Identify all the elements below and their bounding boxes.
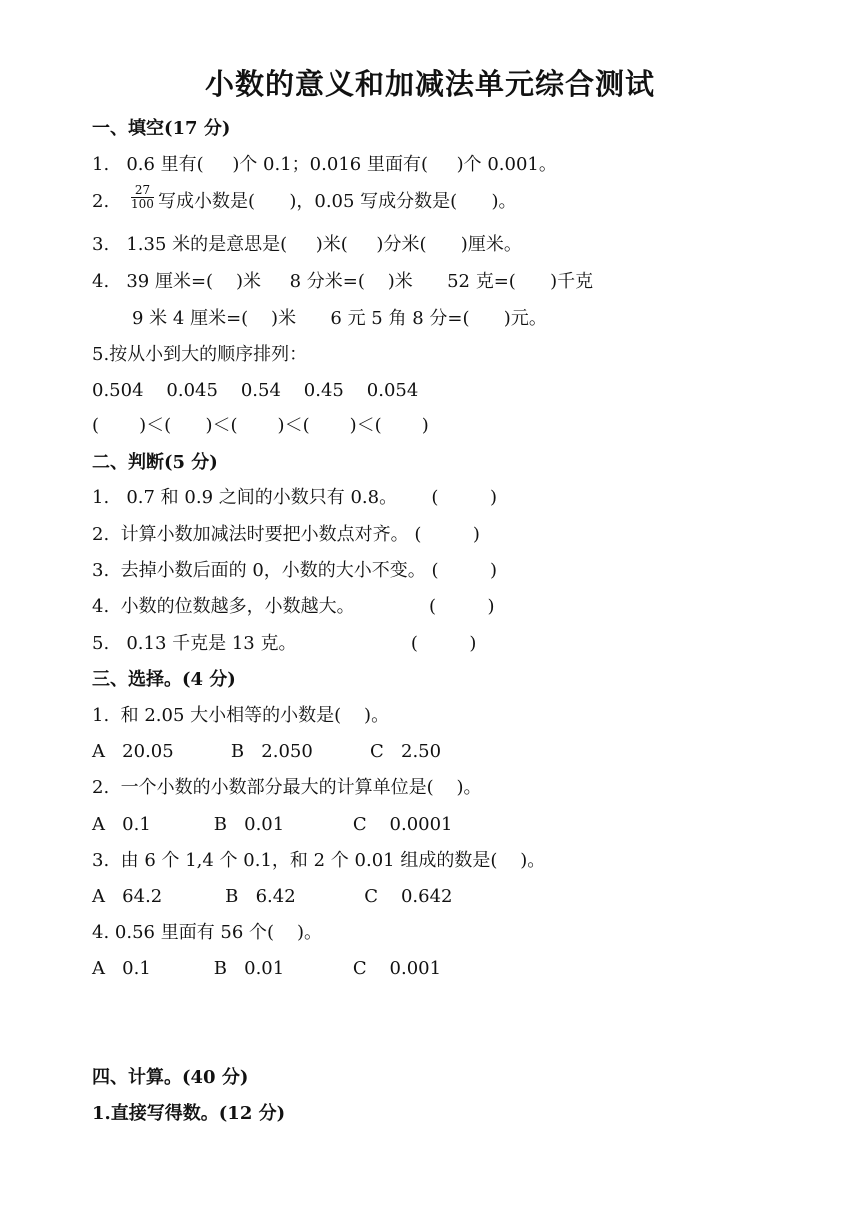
question-1-5: 5.按从小到大的顺序排列： — [92, 344, 308, 365]
question-1-2 — [92, 190, 109, 214]
page-title: 小数的意义和加减法单元综合测试 — [204, 67, 655, 101]
question-3-3: 3. 由 6 个 1,4 个 0.1，和 2 个 0.01 组成的数是( )。 — [92, 850, 546, 871]
question-3-2: 2. 一个小数的小数部分最大的计算单位是( )。 — [92, 777, 482, 798]
fraction-27-100 — [131, 184, 154, 211]
subsection-direct-answer: 1.直接写得数。(12 分) — [92, 1103, 286, 1124]
fraction-denominator: 100 — [131, 197, 154, 211]
section-heading-fill-blank: 一、填空(17 分) — [92, 118, 231, 139]
question-1-5-blanks: ( )＜( )＜( )＜( )＜( ) — [92, 415, 429, 436]
question-1-3: 3. 1.35 米的是意思是( )米( )分米( )厘米。 — [92, 234, 522, 255]
question-1-4-line1: 4. 39 厘米=( )米 8 分米=( )米 52 克=( )千克 — [92, 271, 594, 292]
question-3-4: 4. 0.56 里面有 56 个( )。 — [92, 922, 322, 943]
question-3-1-options: A 20.05 B 2.050 C 2.50 — [92, 741, 442, 762]
question-1-4-line2: 9 米 4 厘米=( )米 6 元 5 角 8 分=( )元。 — [132, 308, 547, 329]
question-2-5: 5. 0.13 千克是 13 克。 ( ) — [92, 633, 477, 654]
question-1-1: 1. 0.6 里有( )个 0.1；0.016 里面有( )个 0.001。 — [92, 154, 557, 175]
question-3-3-options: A 64.2 B 6.42 C 0.642 — [92, 886, 453, 907]
question-1-2-number: 2. — [92, 191, 110, 212]
question-2-3: 3. 去掉小数后面的 0，小数的大小不变。 ( ) — [92, 560, 498, 581]
section-heading-calculate: 四、计算。(40 分) — [92, 1067, 249, 1088]
fraction-numerator: 27 — [131, 184, 154, 198]
question-2-2: 2. 计算小数加减法时要把小数点对齐。 ( ) — [92, 524, 480, 545]
question-1-2-text: 写成小数是( )，0.05 写成分数是( )。 — [158, 191, 517, 212]
question-2-1: 1. 0.7 和 0.9 之间的小数只有 0.8。 ( ) — [92, 487, 497, 508]
question-2-4: 4. 小数的位数越多，小数越大。 ( ) — [92, 596, 495, 617]
question-3-2-options: A 0.1 B 0.01 C 0.0001 — [92, 814, 453, 835]
section-heading-choice: 三、选择。(4 分) — [92, 669, 236, 690]
question-3-4-options: A 0.1 B 0.01 C 0.001 — [92, 958, 442, 979]
section-heading-judge: 二、判断(5 分) — [92, 452, 218, 473]
question-1-5-numbers: 0.504 0.045 0.54 0.45 0.054 — [92, 380, 419, 401]
question-3-1: 1. 和 2.05 大小相等的小数是( )。 — [92, 705, 390, 726]
